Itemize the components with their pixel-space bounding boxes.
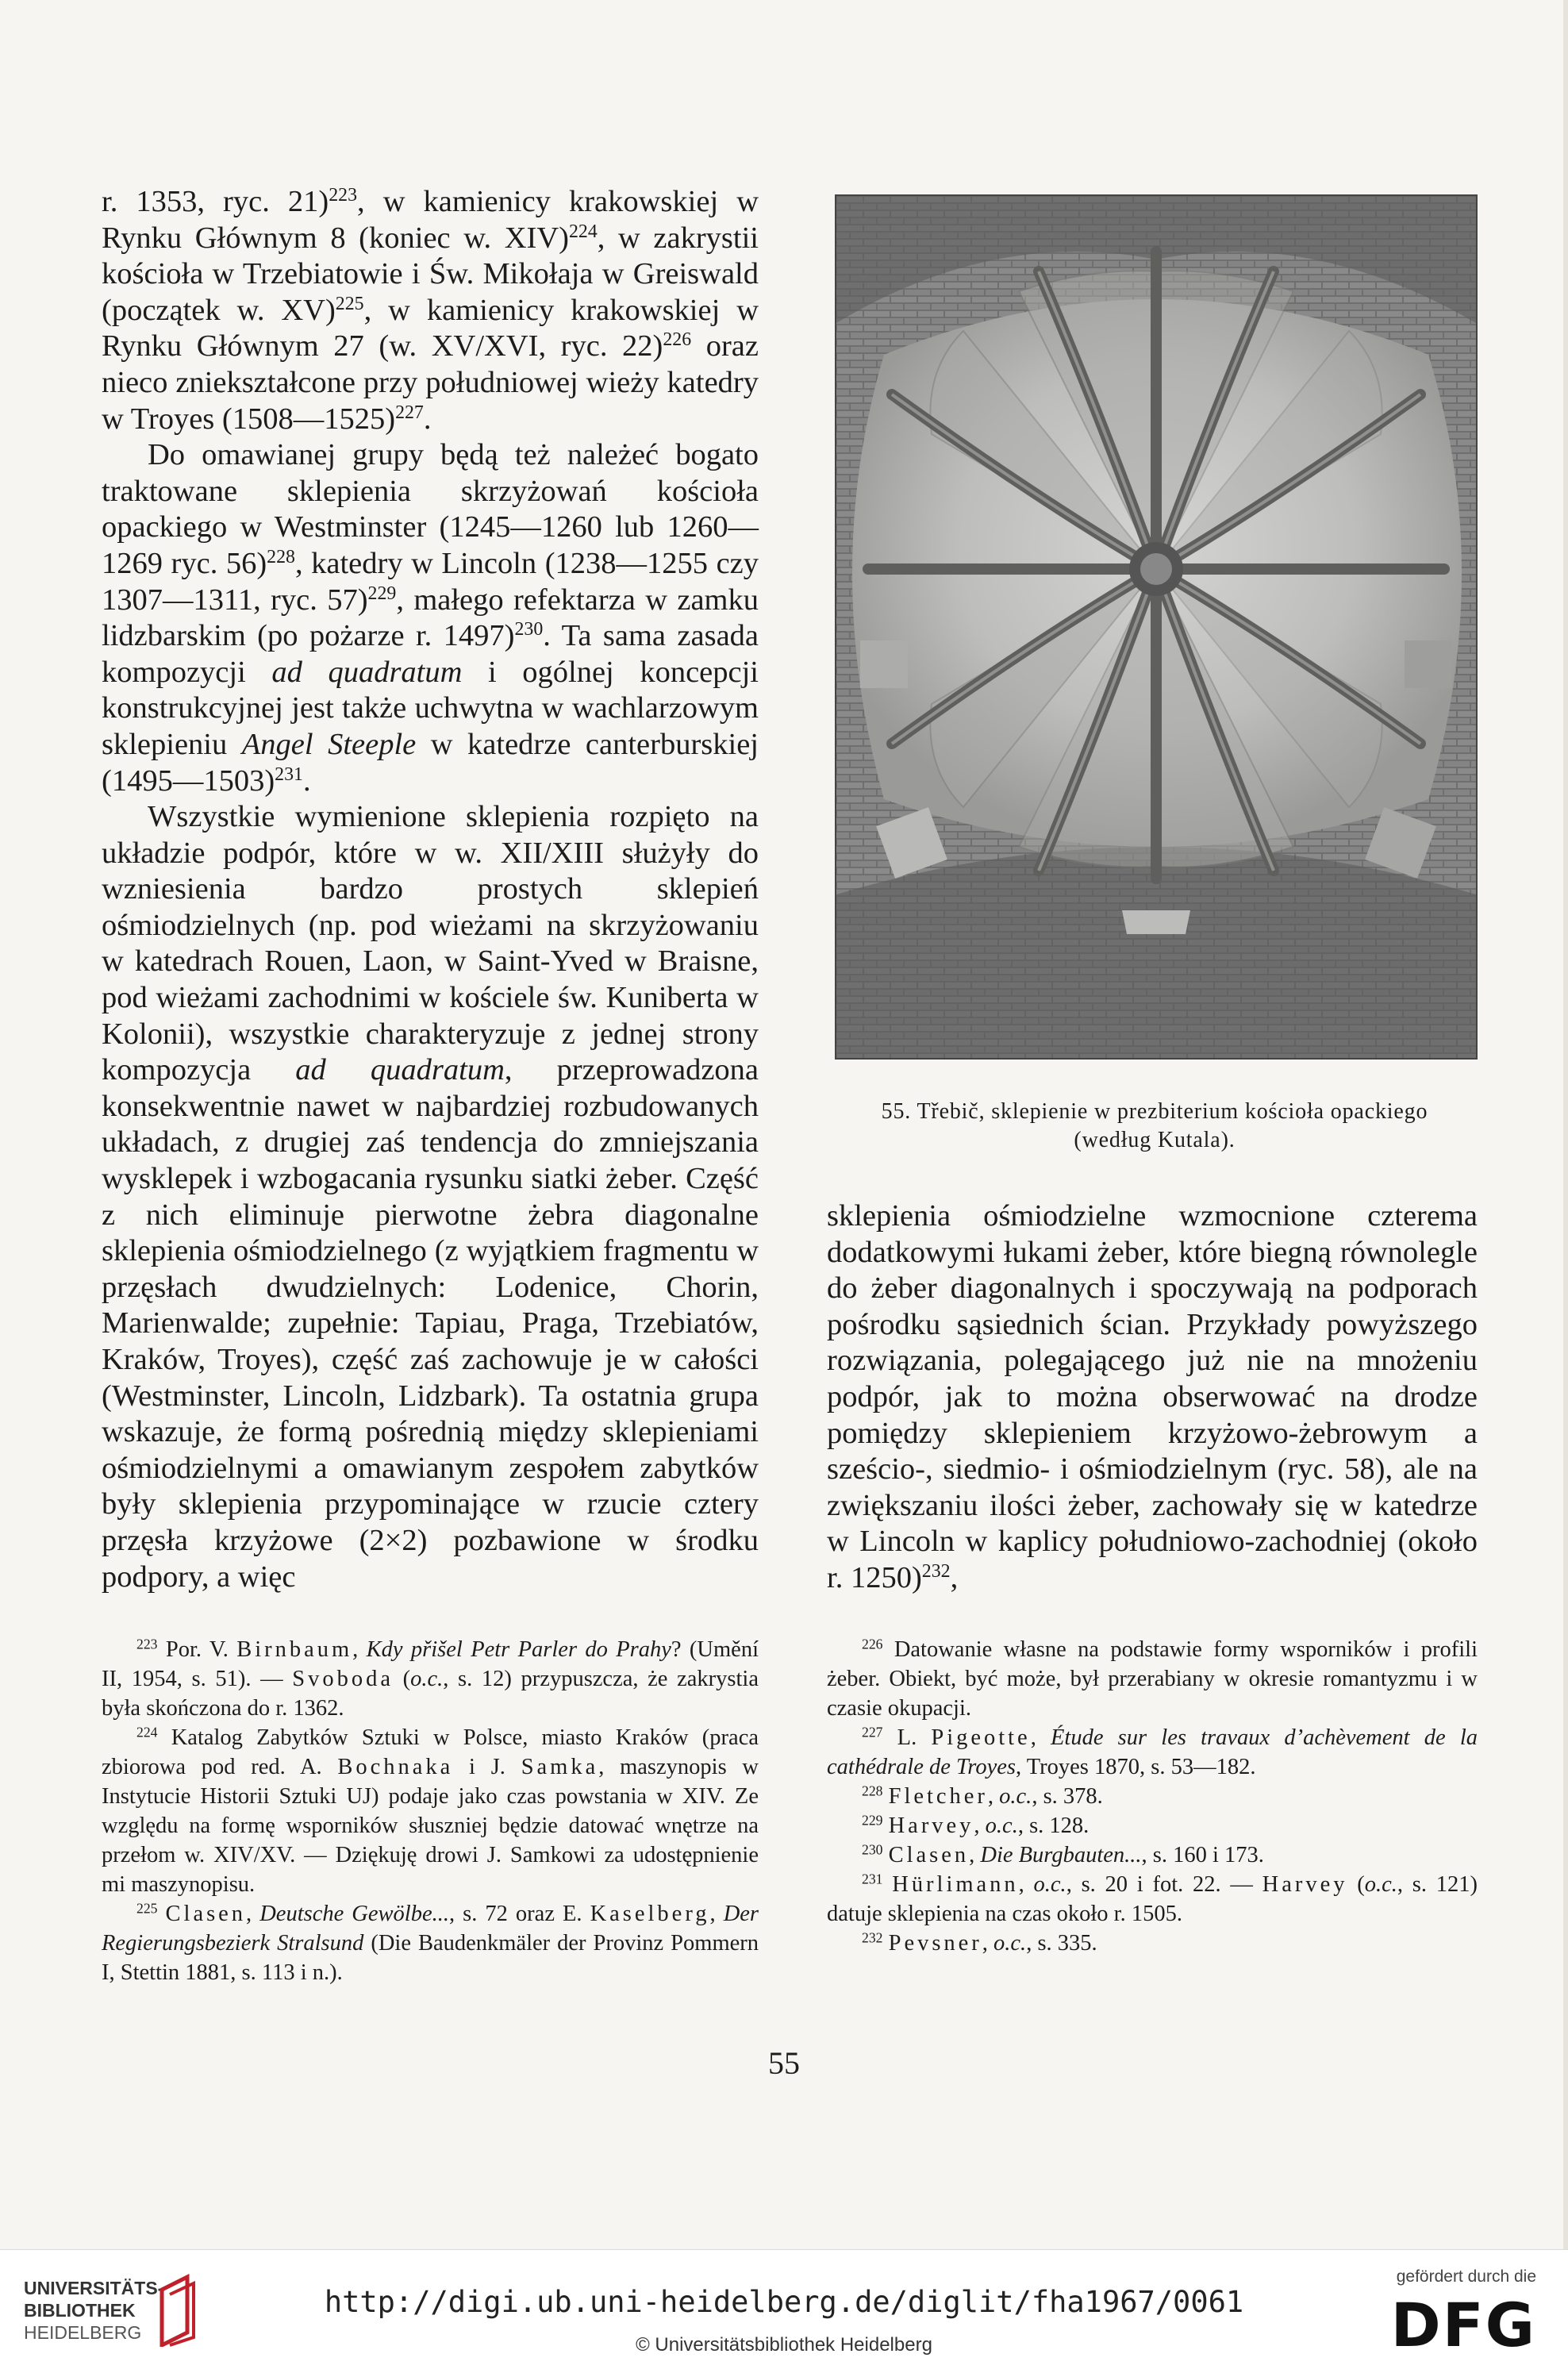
footnotes-right: [827, 1635, 1478, 1958]
caption-line: 55. Třebič, sklepienie w prezbiterium kościoła opackiego: [881, 1099, 1428, 1124]
footnote: $^{223}$ Por. V. Birnbaum, Kdy přišel Petr Parler do Prahy? (Umění II, 1954, s. 51). — Svoboda (o.c., s. 12) przypuszcza, że zakrystia była skończona do r. 1362.: [102, 1636, 759, 1721]
permalink-url[interactable]: http://digi.ub.uni-heidelberg.de/diglit/fha1967/0061: [324, 2285, 1244, 2319]
right-text-column: [827, 1198, 1478, 1597]
copyright-notice: © Universitätsbibliothek Heidelberg: [636, 2334, 932, 2356]
digitization-footer: [0, 2249, 1568, 2373]
vault-photograph: [835, 194, 1478, 1060]
footnote: $^{225}$ Clasen, Deutsche Gewölbe..., s. 72 oraz E. Kaselberg, Der Regierungsbezierk Stralsund (Die Baudenkmäler der Provinz Pommern I, Stettin 1881, s. 113 i n.).: [102, 1900, 759, 1985]
library-name-line: HEIDELBERG: [24, 2322, 142, 2343]
dfg-logo: DFG: [1390, 2290, 1536, 2360]
paragraph: Do omawianej grupy będą też należeć bogato traktowane sklepienia skrzyżowań kościoła opackiego w Westminster (1245—1260 lub 1260—1269 ryc. 56)$^{228}$, katedry w Lincoln (1238—1255 czy 1307—1311, ryc. 57)$^{229}$, małego refektarza w zamku lidzbarskim (po pożarze r. 1497)$^{230}$. Ta sama zasada kompozycji ad quadratum i ogólnej koncepcji konstrukcyjnej jest także uchwytna w wachlarzowym sklepieniu Angel Steeple w katedrze canterburskiej (1495—1503)$^{231}$.: [102, 438, 759, 798]
page-number: 55: [768, 2045, 800, 2081]
library-name-line: UNIVERSITÄTS-: [24, 2278, 164, 2298]
footnote: $^{230}$ Clasen, Die Burgbauten..., s. 160 i 173.: [862, 1841, 1264, 1867]
footnote: $^{231}$ Hürlimann, o.c., s. 20 i fot. 22. — Harvey (o.c., s. 121) datuje sklepienia na czas około r. 1505.: [827, 1871, 1478, 1926]
footnote: $^{224}$ Katalog Zabytków Sztuki w Polsce, miasto Kraków (praca zbiorowa pod red. A. Bochnaka i J. Samka, maszynopis w Instytucie Historii Sztuki UJ) podaje jako czas powstania w XIV. Ze względu na formę wsporników słuszniej będzie datować wnętrze na przełom w. XIV/XV. — Dziękuję drowi J. Samkowi za udostępnienie mi maszynopisu.: [102, 1724, 759, 1897]
footnote: $^{226}$ Datowanie własne na podstawie formy wsporników i profili żeber. Obiekt, być może, był przerabiany w okresie romantyzmu i w czasie okupacji.: [827, 1636, 1478, 1721]
footnotes-left: [102, 1635, 759, 1987]
footnote: $^{232}$ Pevsner, o.c., s. 335.: [862, 1929, 1097, 1956]
figure-caption: [825, 1098, 1484, 1155]
library-name-line: BIBLIOTHEK: [24, 2300, 136, 2321]
left-text-column: [102, 184, 759, 1595]
caption-line: (według Kutala).: [1074, 1128, 1236, 1152]
paragraph: Wszystkie wymienione sklepienia rozpięto na układzie podpór, które w w. XII/XIII służyły do wzniesienia bardzo prostych sklepień ośmiodzielnych (np. pod wieżami na skrzyżowaniu w katedrach Rouen, Laon, w Saint-Yved w Braisne, pod wieżami zachodnimi w kościele św. Kuniberta w Kolonii), wszystkie charakteryzuje z jednej strony kompozycja ad quadratum, przeprowadzona konsekwentnie nawet w najbardziej rozbudowanych układach, z drugiej zaś tendencja do zmniejszania wysklepek i wzbogacania rysunku siatki żeber. Część z nich eliminuje pierwotne żebra diagonalne sklepienia ośmiodzielnego (z wyjątkiem fragmentu w przęsłach dwudzielnych: Lodenice, Chorin, Marienwalde; zupełnie: Tapiau, Praga, Trzebiatów, Kraków, Troyes), część zaś zachowuje je w całości (Westminster, Lincoln, Lidzbark). Ta ostatnia grupa wskazuje, że formą pośrednią między sklepieniami ośmiodzielnymi a omawianym zespołem zabytków były sklepienia przypominające w rzucie cztery przęsła krzyżowe (2×2) pozbawione w środku podpory, a więc: [102, 800, 759, 1594]
footnote: $^{227}$ L. Pigeotte, Étude sur les travaux d’achèvement de la cathédrale de Troyes, Troyes 1870, s. 53—182.: [827, 1724, 1478, 1779]
paragraph: r. 1353, ryc. 21)$^{223}$, w kamienicy krakowskiej w Rynku Głównym 8 (koniec w. XIV)$^{224}$, w zakrystii kościoła w Trzebiatowie i Św. Mikołaja w Greiswald (początek w. XV)$^{225}$, w kamienicy krakowskiej w Rynku Głównym 27 (w. XV/XVI, ryc. 22)$^{226}$ oraz nieco zniekształcone przy południowej wieży katedry w Troyes (1508—1525)$^{227}$.: [102, 184, 759, 436]
footnote: $^{228}$ Fletcher, o.c., s. 378.: [862, 1783, 1103, 1809]
footnote: $^{229}$ Harvey, o.c., s. 128.: [862, 1812, 1090, 1838]
funding-note: gefördert durch die: [1396, 2267, 1536, 2286]
paragraph: sklepienia ośmiodzielne wzmocnione czterema dodatkowymi łukami żeber, które biegną równolegle do żeber diagonalnych i spoczywają na podporach pośrodku sąsiednich ścian. Przykłady powyższego rozwiązania, polegającego już nie na mnożeniu podpór, jak to można obserwować na drodze pomiędzy sklepieniem krzyżowo-żebrowym a sześcio-, siedmio- i ośmiodzielnym (ryc. 58), ale na zwiększaniu ilości żeber, zachowały się w katedrze w Lincoln w kaplicy południowo-zachodniej (około r. 1250)$^{232}$,: [827, 1199, 1478, 1594]
